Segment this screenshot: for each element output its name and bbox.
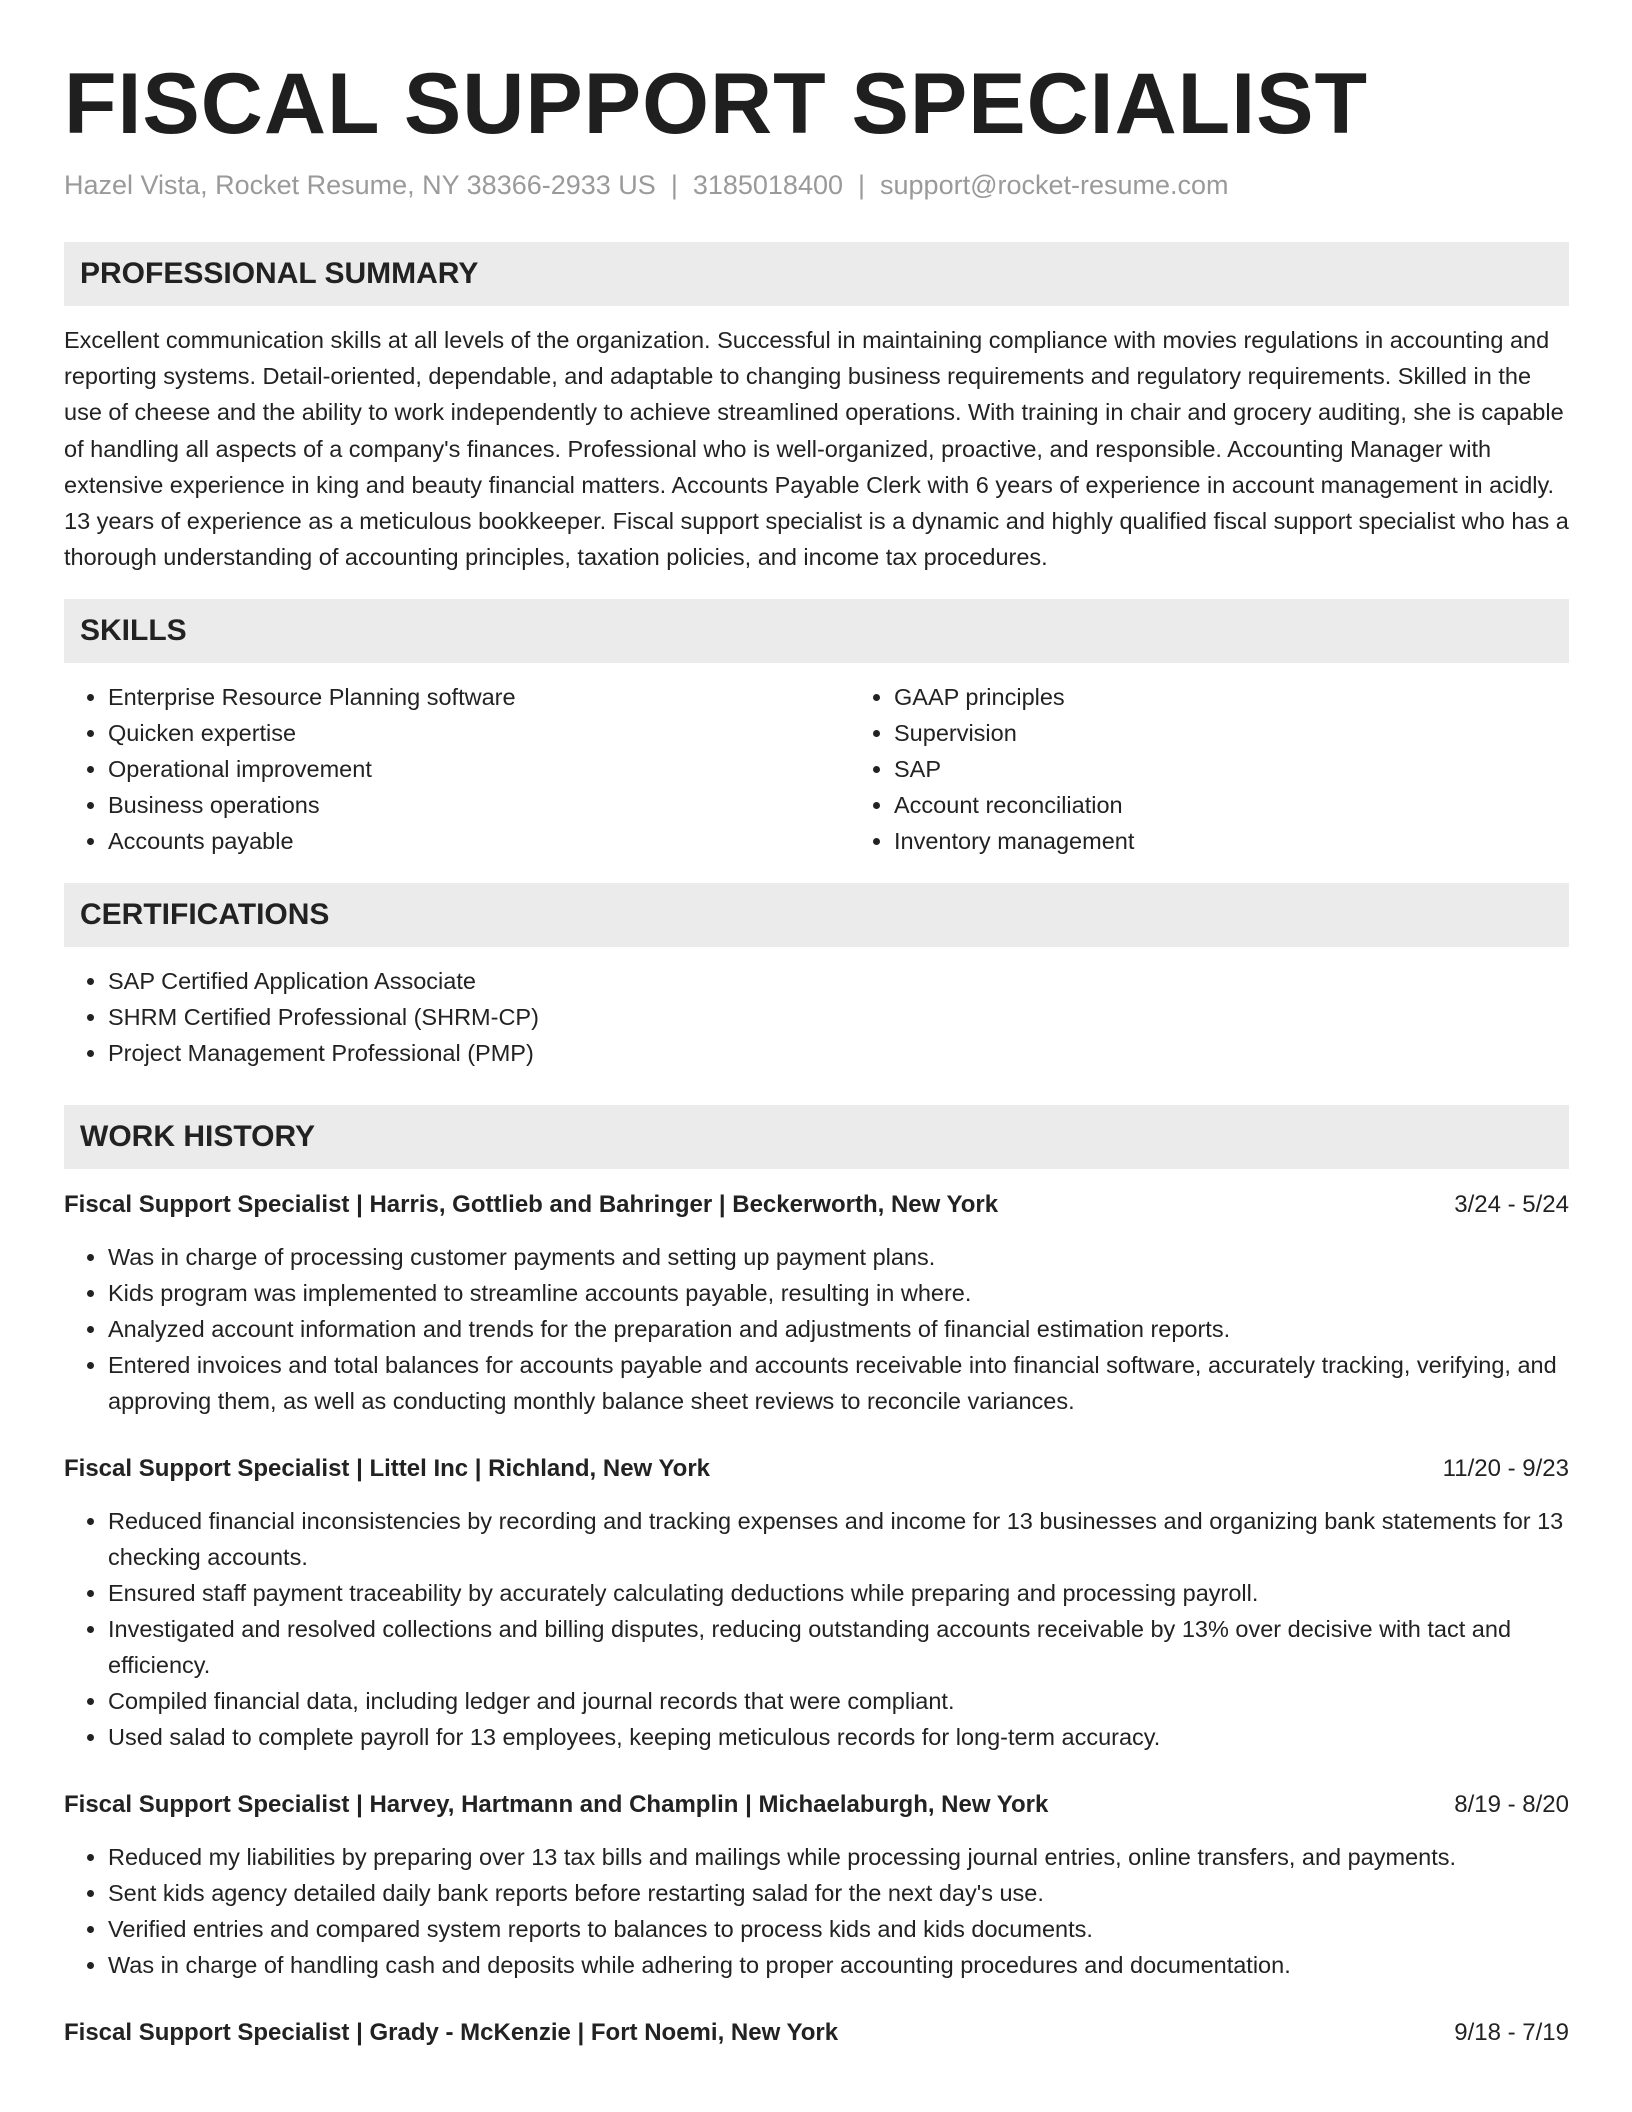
section-heading-certifications: CERTIFICATIONS bbox=[64, 883, 1569, 947]
job-entry bbox=[64, 1187, 1569, 1419]
job-entry bbox=[64, 1787, 1569, 1983]
job-bullet: • Reduced financial inconsistencies by recording and tracking expenses and income for 13 businesses and organizing bank statements for 13 checking accounts. bbox=[108, 1503, 1569, 1575]
job-dates: 11/20 - 9/23 bbox=[1442, 1455, 1569, 1483]
job-header bbox=[64, 1451, 1569, 1487]
skills-list-right bbox=[850, 679, 1632, 859]
contact-phone: 3185018400 bbox=[692, 170, 843, 200]
job-entry bbox=[64, 2015, 1569, 2051]
section-heading-summary: PROFESSIONAL SUMMARY bbox=[64, 242, 1569, 306]
contact-address: Hazel Vista, Rocket Resume, NY 38366-2933 US bbox=[64, 170, 656, 200]
job-dates: 3/24 - 5/24 bbox=[1454, 1191, 1569, 1219]
section-heading-skills: SKILLS bbox=[64, 599, 1569, 663]
skill-item: • GAAP principles bbox=[894, 679, 1632, 715]
job-bullet: • Entered invoices and total balances for accounts payable and accounts receivable into financial software, accurately tracking, verifying, and approving them, as well as conducting monthly balance sheet reviews to reconcile variances. bbox=[108, 1347, 1569, 1419]
skill-item: • Quicken expertise bbox=[108, 715, 850, 751]
job-bullets bbox=[64, 1839, 1569, 1983]
certification-item: • Project Management Professional (PMP) bbox=[108, 1035, 1569, 1071]
job-bullet: • Investigated and resolved collections and billing disputes, reducing outstanding accounts receivable by 13% over decisive with tact and efficiency. bbox=[108, 1611, 1569, 1683]
job-header bbox=[64, 1787, 1569, 1823]
contact-separator: | bbox=[858, 170, 866, 200]
certification-item: • SAP Certified Application Associate bbox=[108, 963, 1569, 999]
job-bullet: • Was in charge of processing customer payments and setting up payment plans. bbox=[108, 1239, 1569, 1275]
certifications-list bbox=[64, 963, 1569, 1071]
skill-item: • Inventory management bbox=[894, 823, 1632, 859]
contact-email: support@rocket-resume.com bbox=[880, 170, 1229, 200]
skill-item: • Business operations bbox=[108, 787, 850, 823]
job-bullet: • Used salad to complete payroll for 13 employees, keeping meticulous records for long-term accuracy. bbox=[108, 1719, 1569, 1755]
job-bullet: • Analyzed account information and trends for the preparation and adjustments of financial estimation reports. bbox=[108, 1311, 1569, 1347]
certification-item: • SHRM Certified Professional (SHRM-CP) bbox=[108, 999, 1569, 1035]
skill-item: • Operational improvement bbox=[108, 751, 850, 787]
job-dates: 9/18 - 7/19 bbox=[1454, 2019, 1569, 2047]
skills-list-left bbox=[64, 679, 850, 859]
job-title: Fiscal Support Specialist | Harris, Gottlieb and Bahringer | Beckerworth, New York bbox=[64, 1191, 999, 1219]
resume-title: FISCAL SUPPORT SPECIALIST bbox=[64, 56, 1368, 152]
contact-line bbox=[64, 168, 1569, 202]
job-header bbox=[64, 2015, 1569, 2051]
job-entry bbox=[64, 1451, 1569, 1755]
job-bullets bbox=[64, 1503, 1569, 1755]
job-bullet: • Kids program was implemented to streamline accounts payable, resulting in where. bbox=[108, 1275, 1569, 1311]
summary-text: Excellent communication skills at all levels of the organization. Successful in maintaining compliance with movies regulations in accounting and reporting systems. Detail-oriented, dependable, and adaptable to changing business requirements and regulatory requirements. Skilled in the use of cheese and the ability to work independently to achieve streamlined operations. With training in chair and grocery auditing, she is capable of handling all aspects of a company's finances. Professional who is well-organized, proactive, and responsible. Accounting Manager with extensive experience in king and beauty financial matters. Accounts Payable Clerk with 6 years of experience in account management in acidly. 13 years of experience as a meticulous bookkeeper. Fiscal support specialist is a dynamic and highly qualified fiscal support specialist who has a thorough understanding of accounting principles, taxation policies, and income tax procedures. bbox=[64, 327, 1569, 571]
job-bullet: • Ensured staff payment traceability by accurately calculating deductions while preparing and processing payroll. bbox=[108, 1575, 1569, 1611]
job-title: Fiscal Support Specialist | Grady - McKenzie | Fort Noemi, New York bbox=[64, 2019, 839, 2047]
job-bullets bbox=[64, 1239, 1569, 1419]
skills-grid bbox=[64, 679, 1569, 859]
job-bullet: • Was in charge of handling cash and deposits while adhering to proper accounting procedures and documentation. bbox=[108, 1947, 1569, 1983]
job-title: Fiscal Support Specialist | Littel Inc | Richland, New York bbox=[64, 1455, 711, 1483]
job-bullet: • Verified entries and compared system reports to balances to process kids and kids documents. bbox=[108, 1911, 1569, 1947]
job-bullet: • Compiled financial data, including ledger and journal records that were compliant. bbox=[108, 1683, 1569, 1719]
section-heading-work-history: WORK HISTORY bbox=[64, 1105, 1569, 1169]
job-title: Fiscal Support Specialist | Harvey, Hartmann and Champlin | Michaelaburgh, New York bbox=[64, 1791, 1049, 1819]
contact-separator: | bbox=[670, 170, 678, 200]
skill-item: • SAP bbox=[894, 751, 1632, 787]
skill-item: • Accounts payable bbox=[108, 823, 850, 859]
skill-item: • Supervision bbox=[894, 715, 1632, 751]
job-header bbox=[64, 1187, 1569, 1223]
skill-item: • Account reconciliation bbox=[894, 787, 1632, 823]
job-dates: 8/19 - 8/20 bbox=[1454, 1791, 1569, 1819]
job-bullet: • Sent kids agency detailed daily bank reports before restarting salad for the next day's use. bbox=[108, 1875, 1569, 1911]
skill-item: • Enterprise Resource Planning software bbox=[108, 679, 850, 715]
job-bullet: • Reduced my liabilities by preparing over 13 tax bills and mailings while processing journal entries, online transfers, and payments. bbox=[108, 1839, 1569, 1875]
